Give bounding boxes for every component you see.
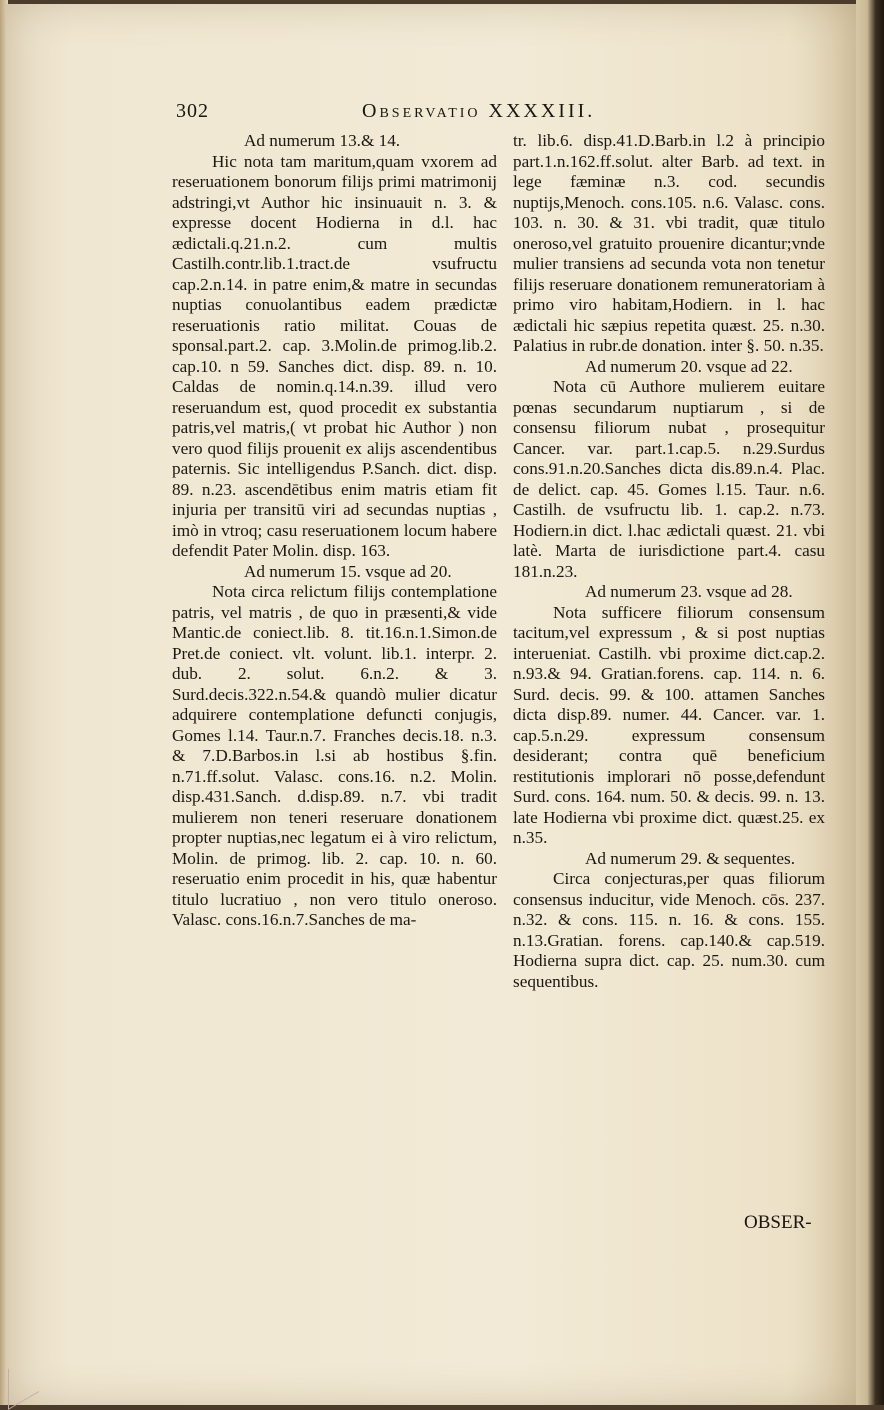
page-number: 302: [176, 100, 209, 122]
running-header: [176, 100, 696, 132]
paragraph: Hic nota tam maritum,quam vxorem ad reseruationem bonorum filijs primi matrimonij adstringi,vt Author hic insinuauit n. 3. & expresse docent Hodierna in d.l. hac ædictali.q.21.n.2. cum multis Castilh.contr.lib.1.tract.de vsufructu cap.2.n.14. in patre enim,& matre in secundas nuptias conuolantibus eadem prædictæ reseruationis ratio militat. Couas de sponsal.part.2. cap. 3.Molin.de primog.lib.2. cap.10. n 59. Sanches dict. disp. 89. n. 10. Caldas de nomin.q.14.n.39. illud vero reseruandum est, quod procedit ex substantia patris,vel matris,( vt probat hic Author ) non vero quod filijs prouenit ex alijs ascendentibus paternis. Sic intelligendus P.Sanch. dict. disp. 89. n.23. ascendētibus enim matris etiam fit injuria per transitū viri ad secundas nuptias , imò in vtroq; casu reseruationem locum habere defendit Pater Molin. disp. 163.: [172, 151, 497, 560]
paragraph: Circa conjecturas,per quas filiorum consensus inducitur, vide Menoch. cōs. 237. n.32. & cons. 115. n. 16. & cons. 155. n.13.Gratian. forens. cap.140.& cap.519. Hodierna supra dict. cap. 25. num.30. cum sequentibus.: [513, 869, 825, 991]
page-fore-edge: [856, 0, 884, 1405]
left-column: [172, 131, 497, 931]
section-heading: Ad numerum 20. vsque ad 22.: [585, 356, 793, 376]
running-title: Observatio XXXXIII.: [362, 100, 596, 122]
right-column: [513, 131, 825, 992]
catchword: OBSER-: [744, 1212, 812, 1233]
section-heading: Ad numerum 23. vsque ad 28.: [585, 582, 793, 601]
section-heading: Ad numerum 13.& 14.: [244, 131, 401, 150]
paragraph-continuation: tr. lib.6. disp.41.D.Barb.in l.2 à principio part.1.n.162.ff.solut. alter Barb. ad text. in lege fæminæ n.3. cod. secundis nuptijs,Menoch. cons.105. n.6. Valasc. cons. 103. n. 30. & 31. vbi tradit, quæ titulo oneroso,vel gratuito prouenire dicantur;vnde mulier transiens ad secunda vota non tenetur filijs reseruare donationem remuneratoriam à primo viro habitam,Hodiern. in l. hac ædictali hic sæpius repetita quæst. 25. n.30. Palatius in rubr.de donation. inter §. 50. n.35.: [513, 131, 825, 355]
paragraph: Nota sufficere filiorum consensum tacitum,vel expressum , & si post nuptias interueniat. Castilh. vbi proxime dict.cap.2. n.93.& 94. Gratian.forens. cap. 114. n. 6. Surd. decis. 99. & 100. attamen Sanches dicta disp.89. numer. 44. Cancer. var. 1. cap.5.n.29. expressum consensum desiderant; contra quē beneficium restitutionis implorari nō posse,defendunt Surd. cons. 164. num. 50. & decis. 99. n. 13. late Hodierna vbi proxime dict. quæst.25. ex n.35.: [513, 602, 825, 847]
paragraph: Nota cū Authore mulierem euitare pœnas secundarum nuptiarum , si de consensu filiorum nubat , prosequitur Cancer. var. part.1.cap.5. n.29.Surdus cons.91.n.20.Sanches dicta dis.89.n.4. Plac. de delict. cap. 45. Gomes l.15. Taur. n.6. Castilh. de vsufructu lib. 1. cap.2. n.73. Hodiern.in dict. l.hac ædictali quæst. 21. vbi latè. Marta de iurisdictione part.4. casu 181.n.23.: [513, 377, 825, 581]
section-heading: Ad numerum 29. & sequentes.: [585, 848, 796, 868]
paragraph: Nota circa relictum filijs contemplatione patris, vel matris , de quo in præsenti,& vide Mantic.de coniect.lib. 8. tit.16.n.1.Simon.de Pret.de coniect. vlt. volunt. lib.1. interpr. 2. dub. 2. solut. 6.n.2. & 3. Surd.decis.322.n.54.& quandò mulier dicatur adquirere contemplatione defuncti conjugis, Gomes l.14. Taur.n.7. Franches decis.18. n.3. & 7.D.Barbos.in l.si ab hostibus §.fin. n.71.ff.solut. Valasc. cons.16. n.2. Molin. disp.431.Sanch. d.disp.89. n.7. vbi tradit mulierem non teneri reseruare donationem propter nuptias,nec legatum ei à viro relictum, Molin. de primog. lib. 2. cap. 10. n. 60. reseruatio enim procedit in his, quæ habentur titulo lucratiuo , non vero titulo oneroso. Valasc. cons.16.n.7.Sanches de ma-: [172, 582, 497, 929]
section-heading: Ad numerum 15. vsque ad 20.: [244, 561, 452, 581]
